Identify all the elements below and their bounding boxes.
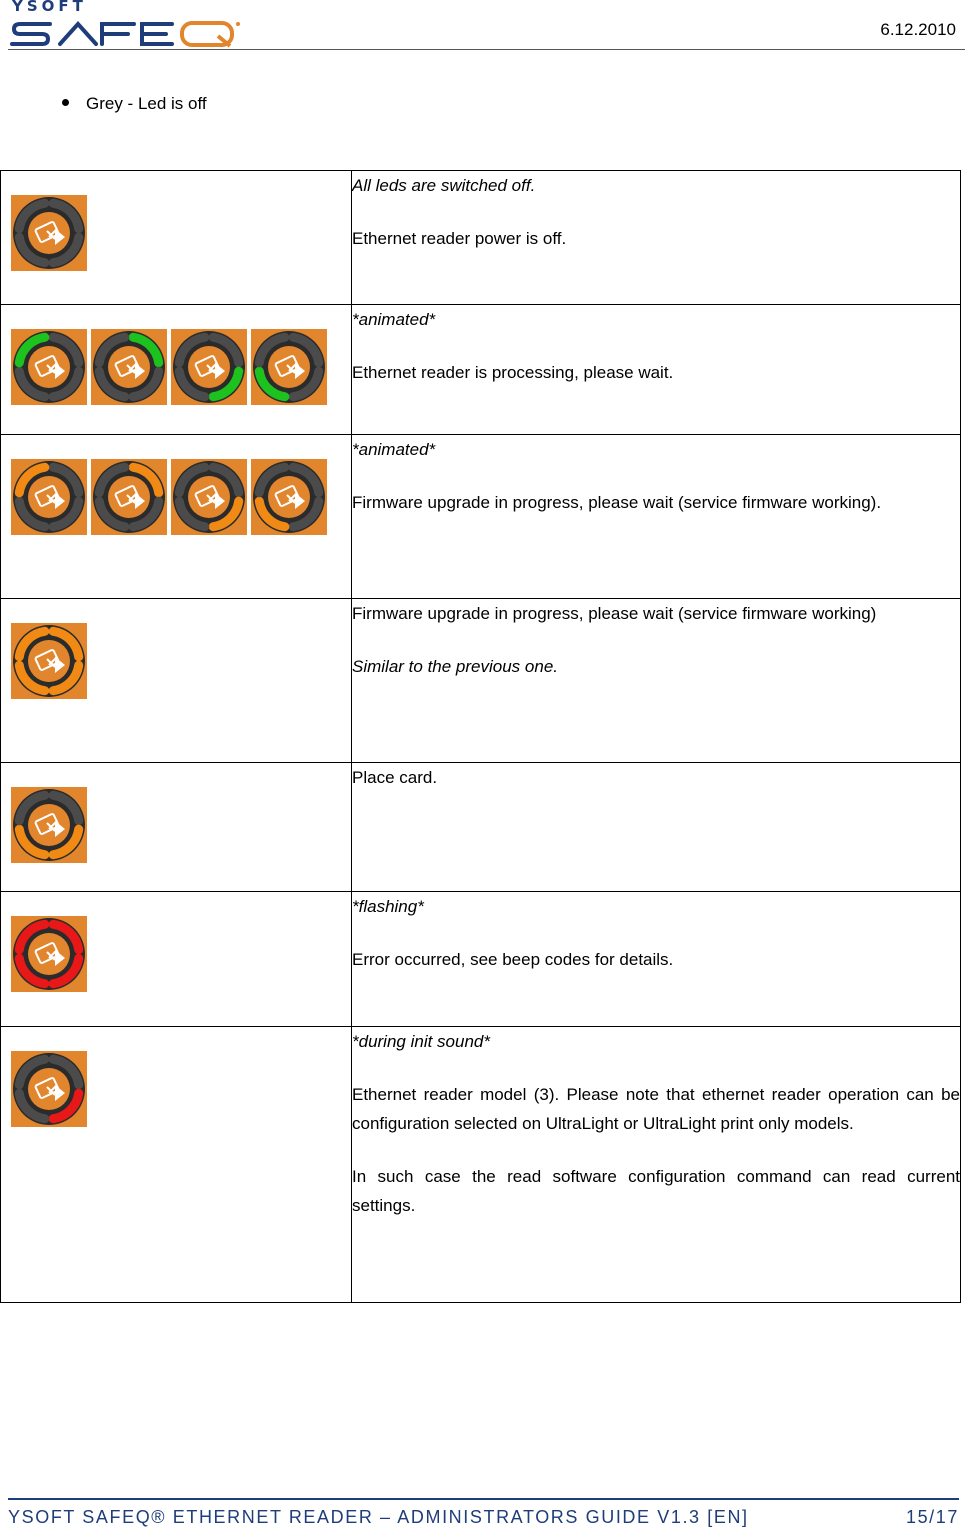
- led-ring-icon: [251, 459, 327, 535]
- led-row-off: [1, 171, 961, 305]
- led-icon-cell: [1, 1027, 352, 1303]
- logo-ysoft-text: YSOFT: [12, 0, 87, 15]
- led-ring-icon: [251, 329, 327, 405]
- led-row-processing: [1, 305, 961, 435]
- led-row-firmware-static: [1, 599, 961, 763]
- led-ring-icon: [171, 329, 247, 405]
- led-ring-icon: [11, 195, 87, 271]
- description-paragraph: Firmware upgrade in progress, please wait (service firmware working).: [352, 493, 882, 512]
- description-paragraph: Ethernet reader power is off.: [352, 229, 567, 248]
- led-icon-cell: [1, 892, 352, 1027]
- led-description-cell: [352, 599, 961, 763]
- description-paragraph: Place card.: [352, 768, 438, 787]
- footer-divider: [8, 1498, 959, 1500]
- led-icon-group: [1, 892, 351, 992]
- led-icon-cell: [1, 763, 352, 892]
- description-paragraph: Similar to the previous one.: [352, 657, 558, 676]
- description-paragraph: *animated*: [352, 310, 436, 329]
- led-ring-icon: [11, 623, 87, 699]
- led-row-place-card: [1, 763, 961, 892]
- description-paragraph: Error occurred, see beep codes for details.: [352, 950, 674, 969]
- led-row-firmware-animated: [1, 435, 961, 599]
- footer-title: YSOFT SAFEQ® ETHERNET READER – ADMINISTRATORS GUIDE V1.3 [EN]: [8, 1507, 749, 1527]
- document-date: 6.12.2010: [880, 20, 956, 39]
- led-description-cell: [352, 171, 961, 305]
- page-number: 15/17: [905, 1507, 959, 1527]
- led-description-cell: [352, 1027, 961, 1303]
- led-ring-icon: [91, 329, 167, 405]
- led-icon-group: [1, 435, 351, 535]
- led-icon-cell: [1, 599, 352, 763]
- description-paragraph: Firmware upgrade in progress, please wait (service firmware working): [352, 604, 877, 623]
- logo-safeq-wordmark: [10, 18, 240, 48]
- led-ring-icon: [91, 459, 167, 535]
- description-paragraph: *during init sound*: [352, 1032, 490, 1051]
- description-paragraph: Ethernet reader model (3). Please note that ethernet reader operation can be configuration selected on UltraLight or UltraLight print only models.: [352, 1085, 960, 1133]
- led-row-init-sound: [1, 1027, 961, 1303]
- description-paragraph: In such case the read software configuration command can read current settings.: [352, 1167, 960, 1215]
- led-icon-cell: [1, 171, 352, 305]
- header-divider: [8, 49, 965, 50]
- led-ring-icon: [171, 459, 247, 535]
- led-states-table: [0, 170, 961, 1303]
- led-ring-icon: [11, 787, 87, 863]
- led-ring-icon: [11, 916, 87, 992]
- led-row-error: [1, 892, 961, 1027]
- led-icon-group: [1, 1027, 351, 1127]
- led-icon-group: [1, 305, 351, 405]
- led-description-cell: [352, 892, 961, 1027]
- description-paragraph: Ethernet reader is processing, please wait.: [352, 363, 674, 382]
- led-ring-icon: [11, 459, 87, 535]
- led-description-cell: [352, 305, 961, 435]
- led-description-cell: [352, 763, 961, 892]
- bullet-text: Grey - Led is off: [86, 94, 207, 113]
- bullet-dot-icon: [62, 99, 69, 106]
- page-footer: [8, 1498, 959, 1527]
- page-header: [0, 0, 965, 52]
- led-icon-cell: [1, 305, 352, 435]
- led-description-cell: [352, 435, 961, 599]
- description-paragraph: All leds are switched off.: [352, 176, 536, 195]
- led-ring-icon: [11, 1051, 87, 1127]
- description-paragraph: *animated*: [352, 440, 436, 459]
- bullet-item: [62, 94, 207, 114]
- led-icon-cell: [1, 435, 352, 599]
- led-ring-icon: [11, 329, 87, 405]
- led-icon-group: [1, 599, 351, 699]
- description-paragraph: *flashing*: [352, 897, 424, 916]
- led-icon-group: [1, 763, 351, 863]
- led-icon-group: [1, 171, 351, 271]
